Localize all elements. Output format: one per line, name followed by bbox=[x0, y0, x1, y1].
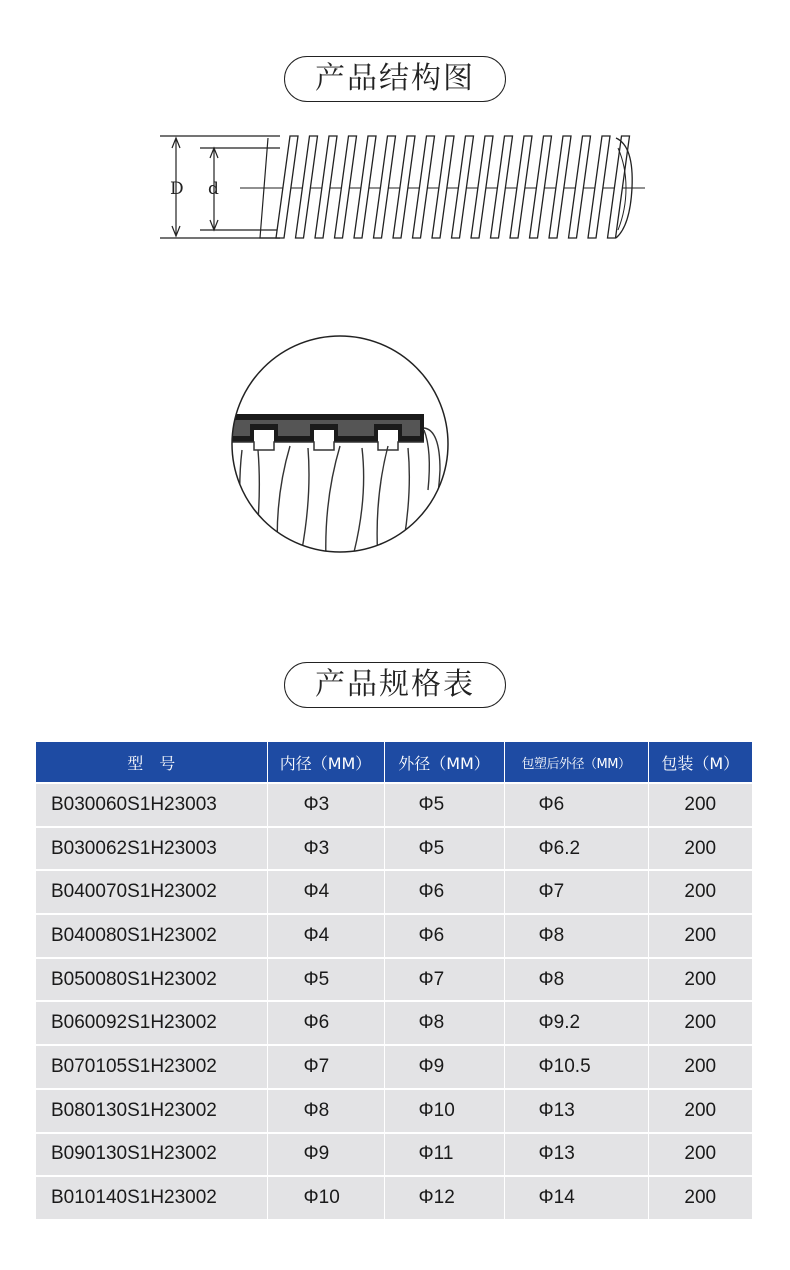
packaging-cell: 200 bbox=[648, 1089, 752, 1133]
outer-diameter-cell: Φ7 bbox=[384, 958, 504, 1002]
inner-diameter-cell: Φ8 bbox=[267, 1089, 384, 1133]
coil-turn bbox=[432, 136, 454, 238]
outer-diameter-cell: Φ5 bbox=[384, 783, 504, 827]
coated-outer-diameter-cell: Φ8 bbox=[504, 958, 648, 1002]
coil-turn bbox=[276, 136, 298, 238]
coated-outer-diameter-cell: Φ13 bbox=[504, 1089, 648, 1133]
packaging-cell: 200 bbox=[648, 1001, 752, 1045]
packaging-cell: 200 bbox=[648, 1133, 752, 1177]
model-cell: B050080S1H23002 bbox=[36, 958, 267, 1002]
model-cell: B010140S1H23002 bbox=[36, 1176, 267, 1219]
table-row bbox=[36, 958, 752, 1002]
outer-diameter-cell: Φ8 bbox=[384, 1001, 504, 1045]
table-row bbox=[36, 1089, 752, 1133]
model-cell: B080130S1H23002 bbox=[36, 1089, 267, 1133]
header-packaging: 包装（M） bbox=[648, 742, 752, 783]
model-cell: B090130S1H23002 bbox=[36, 1133, 267, 1177]
coil-turn bbox=[510, 136, 532, 238]
header-inner-diameter: 内径（MM） bbox=[267, 742, 384, 783]
packaging-cell: 200 bbox=[648, 783, 752, 827]
model-cell: B030060S1H23003 bbox=[36, 783, 267, 827]
inner-diameter-cell: Φ7 bbox=[267, 1045, 384, 1089]
inner-diameter-cell: Φ5 bbox=[267, 958, 384, 1002]
table-row bbox=[36, 827, 752, 871]
table-row bbox=[36, 783, 752, 827]
outer-diameter-cell: Φ12 bbox=[384, 1176, 504, 1219]
model-cell: B060092S1H23002 bbox=[36, 1001, 267, 1045]
coil-turn bbox=[413, 136, 435, 238]
coated-outer-diameter-cell: Φ9.2 bbox=[504, 1001, 648, 1045]
inner-diameter-cell: Φ3 bbox=[267, 783, 384, 827]
outer-diameter-cell: Φ11 bbox=[384, 1133, 504, 1177]
coil-turn bbox=[588, 136, 610, 238]
model-cell: B040070S1H23002 bbox=[36, 870, 267, 914]
model-cell: B030062S1H23003 bbox=[36, 827, 267, 871]
coil-turn bbox=[491, 136, 513, 238]
coil-turn bbox=[354, 136, 376, 238]
coated-outer-diameter-cell: Φ7 bbox=[504, 870, 648, 914]
packaging-cell: 200 bbox=[648, 1176, 752, 1219]
inner-diameter-label: d bbox=[208, 179, 219, 199]
inner-diameter-cell: Φ6 bbox=[267, 1001, 384, 1045]
outer-diameter-cell: Φ10 bbox=[384, 1089, 504, 1133]
header-model: 型 号 bbox=[36, 742, 267, 783]
coated-outer-diameter-cell: Φ13 bbox=[504, 1133, 648, 1177]
coil-turn bbox=[452, 136, 474, 238]
table-row bbox=[36, 1133, 752, 1177]
table-row bbox=[36, 1045, 752, 1089]
coated-outer-diameter-cell: Φ10.5 bbox=[504, 1045, 648, 1089]
model-cell: B070105S1H23002 bbox=[36, 1045, 267, 1089]
coated-outer-diameter-cell: Φ8 bbox=[504, 914, 648, 958]
outer-diameter-cell: Φ6 bbox=[384, 914, 504, 958]
coil-turn bbox=[471, 136, 493, 238]
packaging-cell: 200 bbox=[648, 914, 752, 958]
structure-section-title: 产品结构图 bbox=[284, 56, 506, 102]
coil-turn bbox=[374, 136, 396, 238]
outer-diameter-cell: Φ6 bbox=[384, 870, 504, 914]
spec-section-title: 产品规格表 bbox=[284, 662, 506, 708]
header-coated-outer-diameter: 包塑后外径（MM） bbox=[504, 742, 648, 783]
inner-diameter-cell: Φ9 bbox=[267, 1133, 384, 1177]
coil-turn bbox=[569, 136, 591, 238]
outer-diameter-cell: Φ5 bbox=[384, 827, 504, 871]
inner-diameter-cell: Φ10 bbox=[267, 1176, 384, 1219]
coil-turn bbox=[296, 136, 318, 238]
coated-outer-diameter-cell: Φ14 bbox=[504, 1176, 648, 1219]
header-outer-diameter: 外径（MM） bbox=[384, 742, 504, 783]
coil-turn bbox=[335, 136, 357, 238]
coated-outer-diameter-cell: Φ6 bbox=[504, 783, 648, 827]
spec-table bbox=[36, 742, 752, 1219]
packaging-cell: 200 bbox=[648, 1045, 752, 1089]
outer-diameter-label: D bbox=[170, 179, 184, 199]
packaging-cell: 200 bbox=[648, 958, 752, 1002]
table-row bbox=[36, 1001, 752, 1045]
packaging-cell: 200 bbox=[648, 870, 752, 914]
coil-turn bbox=[530, 136, 552, 238]
table-row bbox=[36, 1176, 752, 1219]
outer-diameter-cell: Φ9 bbox=[384, 1045, 504, 1089]
spec-table-header-row bbox=[36, 742, 752, 783]
coated-outer-diameter-cell: Φ6.2 bbox=[504, 827, 648, 871]
hose-structure-drawing bbox=[160, 126, 660, 246]
coil-turn bbox=[549, 136, 571, 238]
coil-turn bbox=[393, 136, 415, 238]
inner-diameter-cell: Φ4 bbox=[267, 870, 384, 914]
inner-diameter-cell: Φ4 bbox=[267, 914, 384, 958]
table-row bbox=[36, 914, 752, 958]
inner-diameter-cell: Φ3 bbox=[267, 827, 384, 871]
model-cell: B040080S1H23002 bbox=[36, 914, 267, 958]
cross-section-detail-drawing bbox=[228, 330, 458, 560]
packaging-cell: 200 bbox=[648, 827, 752, 871]
coil-turn bbox=[315, 136, 337, 238]
table-row bbox=[36, 870, 752, 914]
